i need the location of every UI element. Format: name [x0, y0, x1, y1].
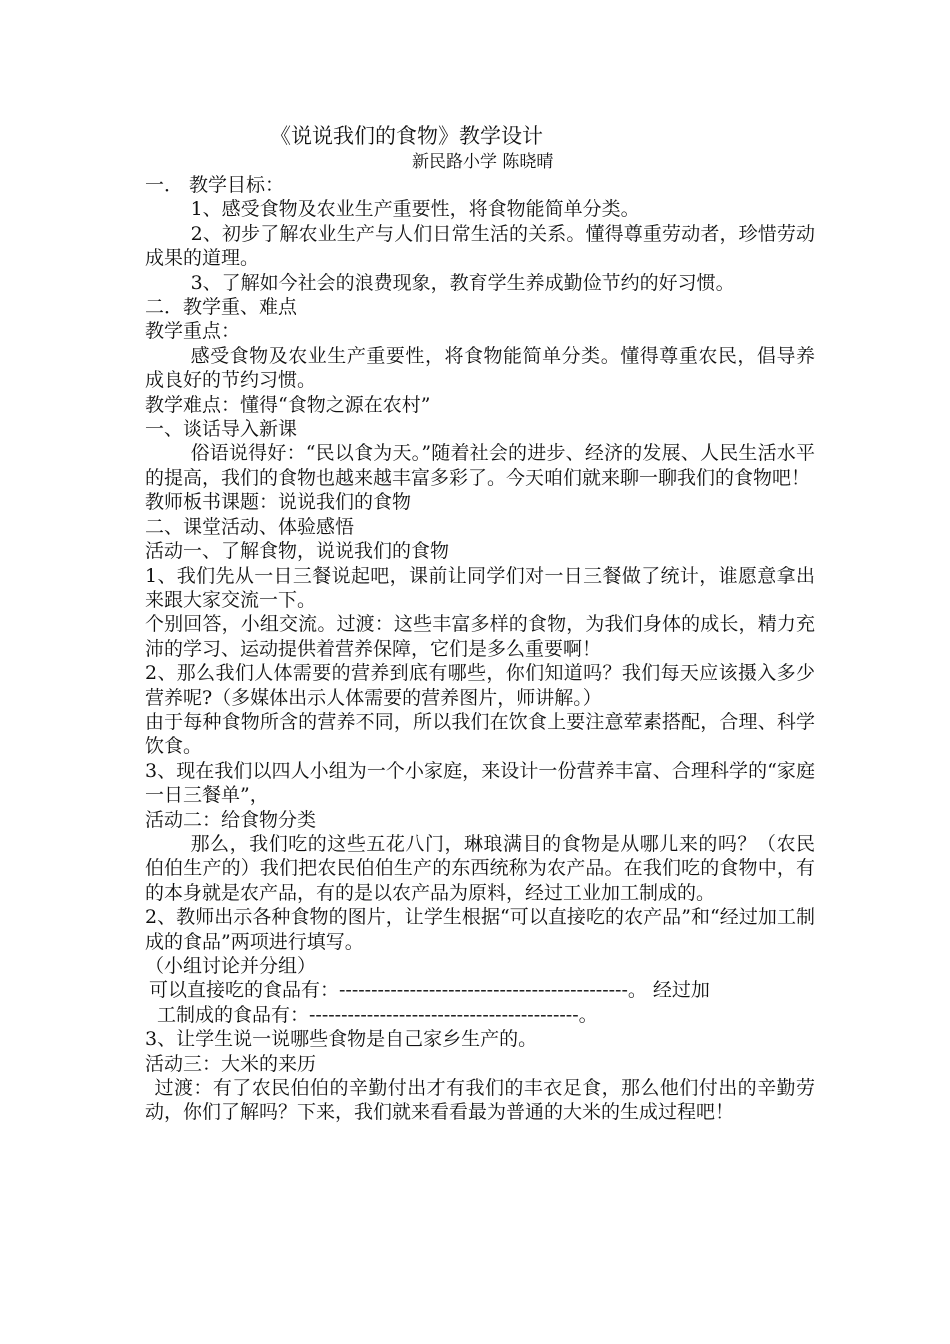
section-heading-objectives: 一． 教学目标：	[145, 174, 285, 196]
difficulty-text: 教学难点：懂得“食物之源在农村”	[145, 393, 431, 416]
activity-2-group-note: （小组讨论并分组）	[145, 955, 317, 977]
activity-1-step-1: 1、我们先从一日三餐说起吧，课前让同学们对一日三餐做了统计，谁愿意拿出来跟大家交流一下。	[145, 564, 815, 611]
document-title: 《说说我们的食物》教学设计	[270, 124, 543, 148]
document-body	[145, 173, 815, 1125]
section-heading-intro: 一、谈话导入新课	[145, 418, 298, 441]
activity-2-step-3: 3、让学生说一说哪些食物是自己家乡生产的。	[145, 1028, 538, 1051]
activity-2-fill-line-2: 工制成的食品有：------------------------------------------。	[157, 1003, 598, 1026]
activity-1-transition: 个别回答，小组交流。过渡：这些丰富多样的食物，为我们身体的成长，精力充沛的学习、运动提供着营养保障，它们是多么重要啊！	[145, 613, 815, 660]
activity-1-step-3: 3、现在我们以四人小组为一个小家庭，来设计一份营养丰富、合理科学的“家庭一日三餐单”，	[145, 759, 815, 807]
blackboard-title: 教师板书课题：说说我们的食物	[145, 491, 412, 514]
activity-1-heading: 活动一、了解食物，说说我们的食物	[145, 540, 450, 563]
document-author: 新民路小学 陈晓晴	[412, 152, 554, 172]
activity-2-heading: 活动二：给食物分类	[145, 808, 317, 831]
activity-3-heading: 活动三：大米的来历	[145, 1052, 317, 1075]
activity-3-transition: 过渡：有了农民伯伯的辛勤付出才有我们的丰衣足食，那么他们付出的辛勤劳动，你们了解吗？下来，我们就来看看最为普通的大米的生成过程吧！	[145, 1077, 815, 1124]
objective-2: 2、初步了解农业生产与人们日常生活的关系。懂得尊重劳动者，珍惜劳动成果的道理。	[145, 222, 815, 270]
activity-2-step-2: 2、教师出示各种食物的图片，让学生根据“可以直接吃的农产品”和“经过加工制成的食品”两项进行填写。	[145, 906, 815, 953]
activity-2-text: 那么，我们吃的这些五花八门，琳琅满目的食物是从哪儿来的吗？（农民伯伯生产的）我们把农民伯伯生产的东西统称为农产品。在我们吃的食物中，有的本身就是农产品，有的是以农产品为原料，经过工业加工制成的。	[145, 832, 815, 904]
intro-text: 俗语说得好：“民以食为天。”随着社会的进步、经济的发展、人民生活水平的提高，我们的食物也越来越丰富多彩了。今天咱们就来聊一聊我们的食物吧！	[145, 442, 815, 489]
key-point-label: 教学重点：	[145, 320, 241, 343]
objective-3: 3、了解如今社会的浪费现象，教育学生养成勤俭节约的好习惯。	[190, 271, 735, 294]
key-point-text: 感受食物及农业生产重要性，将食物能简单分类。懂得尊重农民，倡导养成良好的节约习惯。	[145, 344, 815, 392]
activity-2-fill-line-1: 可以直接吃的食品有：---------------------------------------------。 经过加	[149, 979, 710, 1002]
section-heading-key-points: 二．教学重、难点	[145, 296, 298, 319]
objective-1: 1、感受食物及农业生产重要性，将食物能简单分类。	[190, 198, 640, 221]
section-heading-activities: 二、课堂活动、体验感悟	[145, 515, 355, 538]
activity-1-step-2: 2、那么我们人体需要的营养到底有哪些，你们知道吗？我们每天应该摄入多少营养呢?（多媒体出示人体需要的营养图片，师讲解。）	[145, 662, 815, 709]
activity-1-nutrition-note: 由于每种食物所含的营养不同，所以我们在饮食上要注意荤素搭配，合理、科学饮食。	[145, 710, 815, 758]
